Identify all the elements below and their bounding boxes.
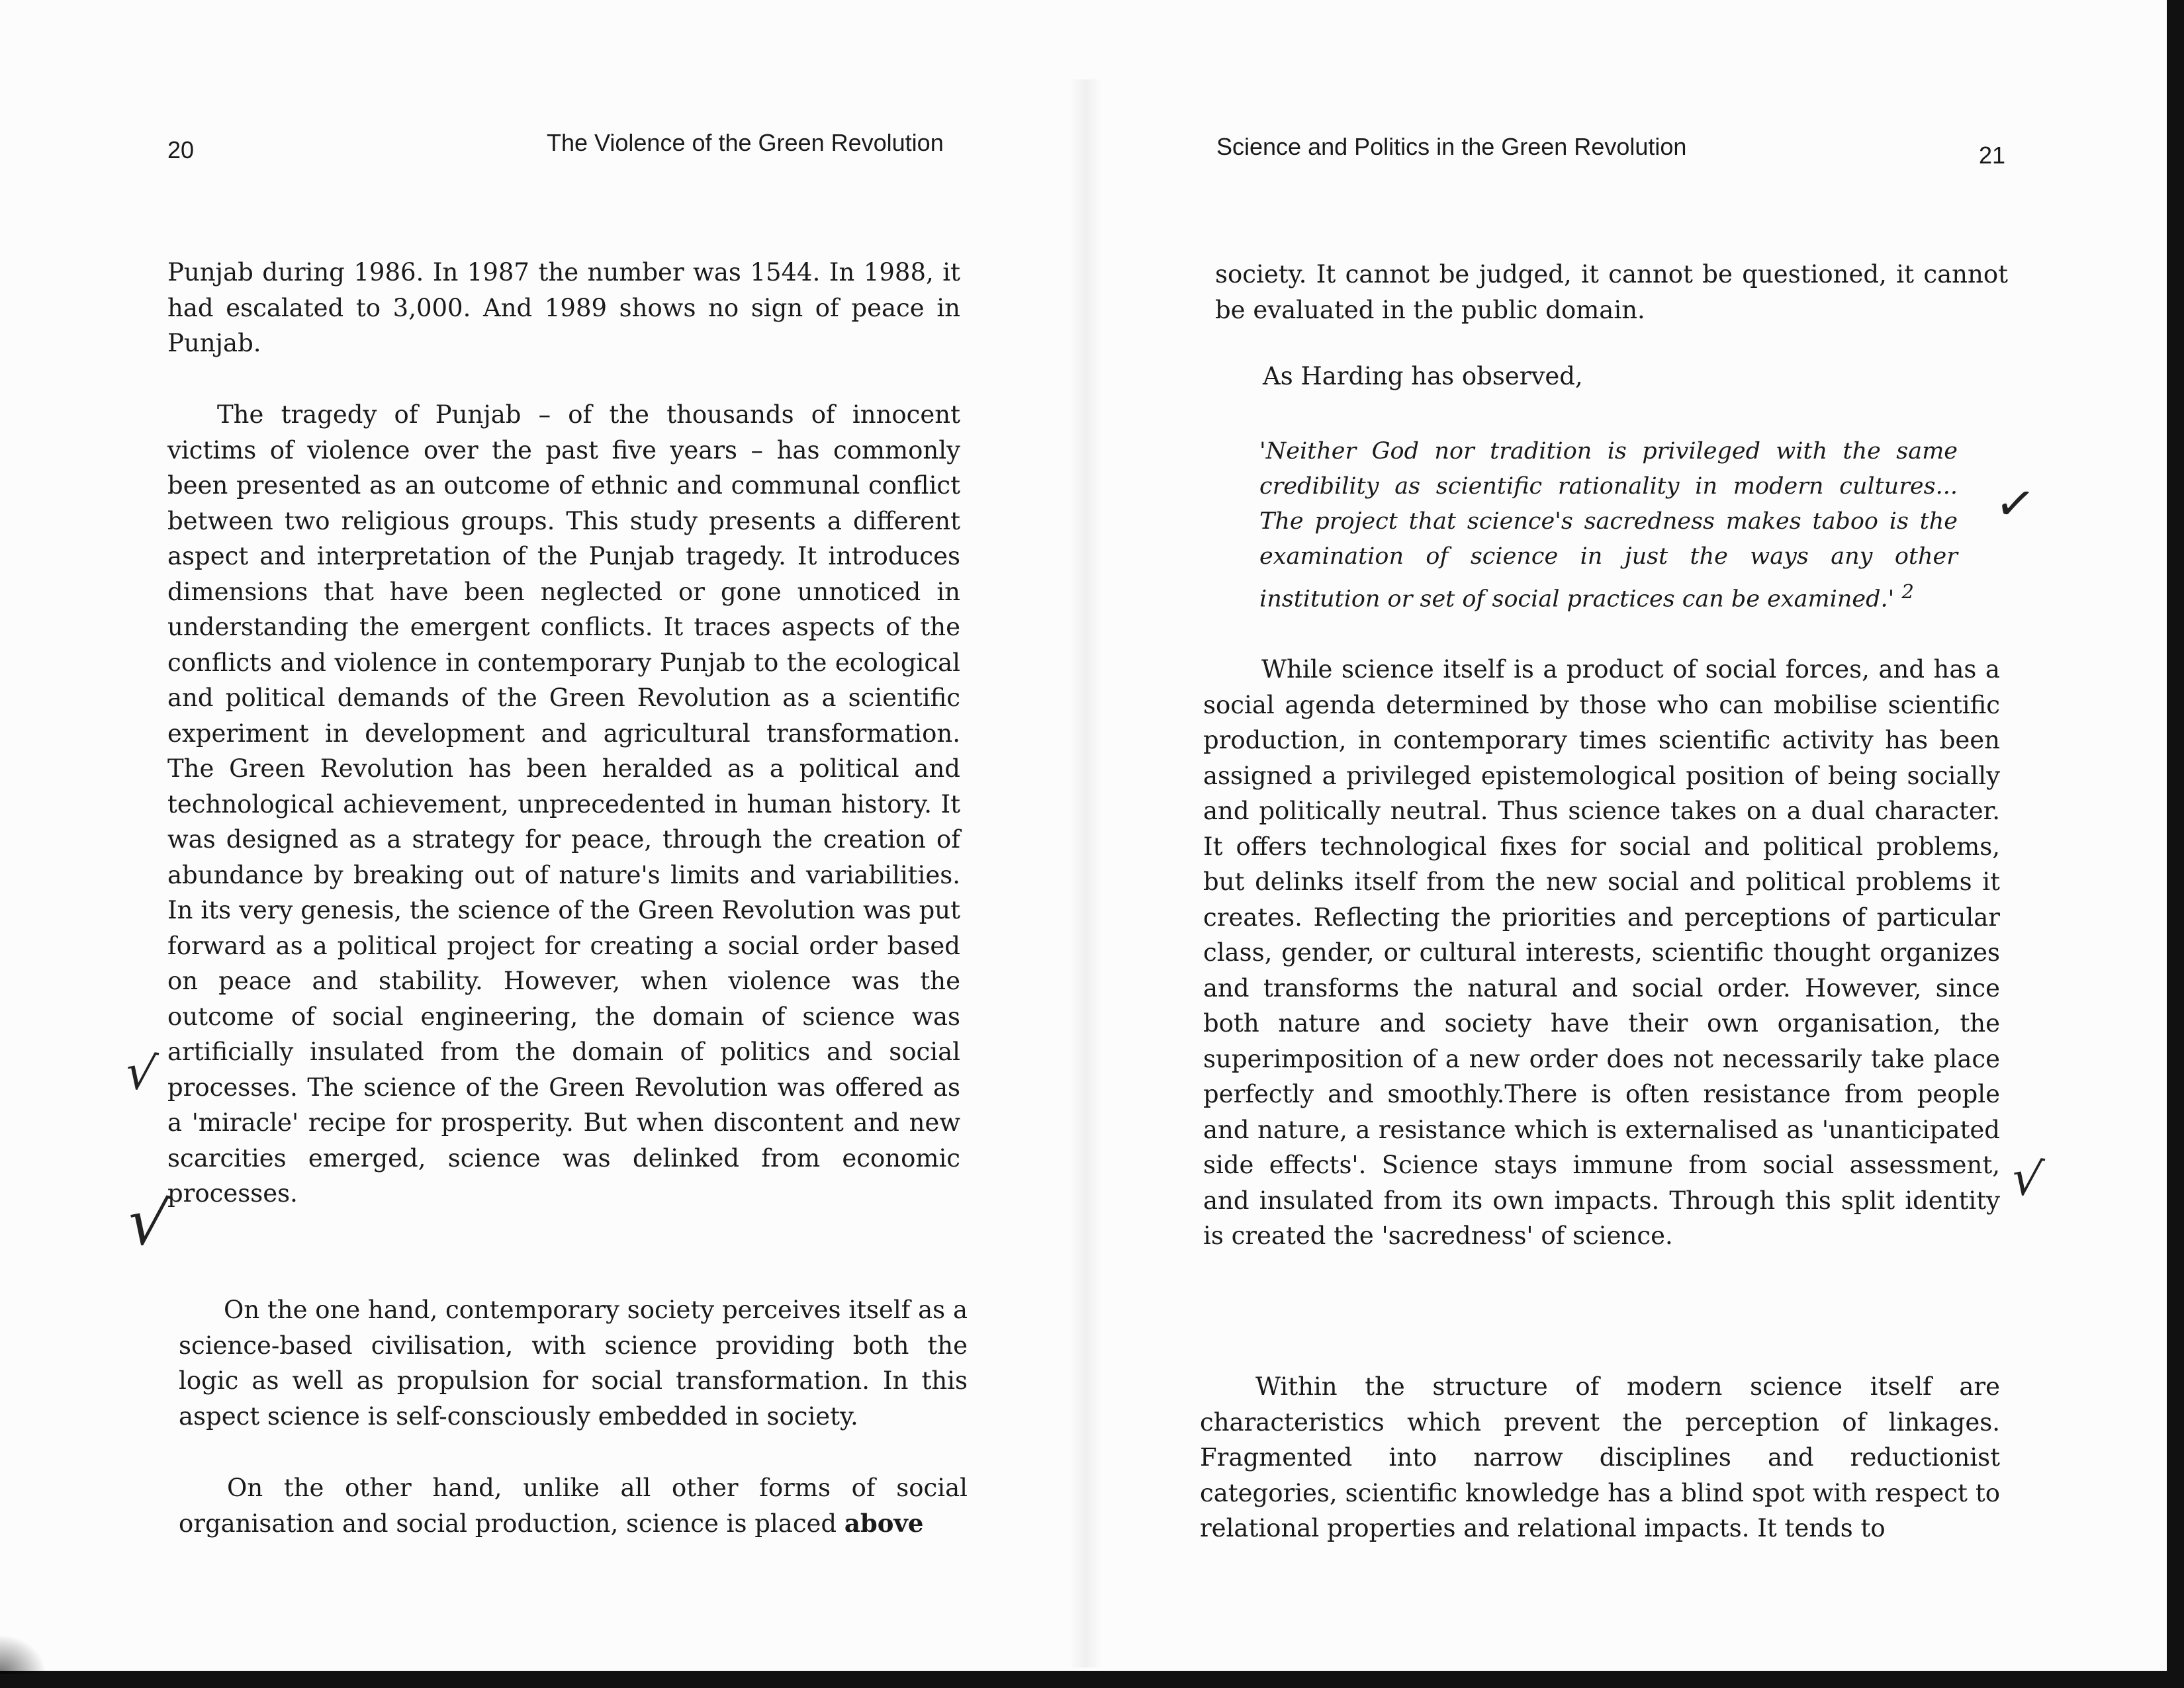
left-paragraph-4 — [179, 1470, 968, 1541]
scan-corner-shadow — [0, 1634, 46, 1674]
book-gutter — [1069, 79, 1102, 1667]
left-running-head: The Violence of the Green Revolution — [547, 129, 944, 156]
margin-check-mark: ✓ — [1991, 473, 2039, 534]
right-paragraph-2: As Harding has observed, — [1263, 362, 1583, 390]
right-paragraph-4: Within the structure of modern science itself are characteristics which prevent the perception of linkages. Fragmented into narrow disciplines and reductionist categories, scientific knowledge has a blind spot with respect to relational properties and relational impacts. It tends to — [1200, 1372, 2000, 1542]
harding-block-quote — [1259, 434, 1958, 617]
harding-quote-text: 'Neither God nor tradition is privileged with the same credibility as scientific rationality in modern cultures... The project that science's sacredness makes taboo is the examination of science in just the ways any other institution or set of social practices can be examined.' — [1259, 438, 1958, 613]
left-paragraph-4-text: On the other hand, unlike all other forms of social organisation and social production, science is placed — [179, 1474, 968, 1538]
footnote-reference: 2 — [1901, 580, 1914, 603]
right-paragraph-3: While science itself is a product of social forces, and has a social agenda determined by those who can mobilise scientific production, in contemporary times scientific activity has been assigned a privileged epistemological position of being socially and politically neutral. Thus science takes on a dual character. It offers technological fixes for social and political problems, but delinks itself from the new social and political problems it creates. Reflecting the priorities and perceptions of particular class, gender, or cultural interests, scientific thought organizes and transforms the natural and social order. However, since both nature and society have their own organisation, the superimposition of a new order does not necessarily take place perfectly and smoothly.There is often resistance from people and nature, a resistance which is externalised as 'unanticipated side effects'. Science stays immune from social assessment, and insulated from its own impacts. Through this split identity is created the 'sacredness' of science. — [1203, 655, 2000, 1250]
left-paragraph-4-bold-word: above — [844, 1508, 924, 1538]
right-page-number: 21 — [1979, 142, 2006, 169]
margin-tick-mark: √ — [122, 1043, 160, 1102]
scan-edge-right — [2167, 0, 2184, 1688]
left-paragraph-1: Punjab during 1986. In 1987 the number was 1544. In 1988, it had escalated to 3,000. And 1989 shows no sign of peace in Punjab. — [167, 258, 960, 357]
left-paragraph-3: On the one hand, contemporary society perceives itself as a science-based civilisation, with science providing both the logic as well as propulsion for social transformation. In this aspect science is self-consciously embedded in society. — [179, 1296, 968, 1431]
left-page-number: 20 — [167, 136, 195, 163]
margin-tick-mark: √ — [2008, 1149, 2046, 1208]
margin-tick-mark: √ — [122, 1183, 173, 1263]
scan-edge-bottom — [0, 1671, 2184, 1688]
right-paragraph-1: society. It cannot be judged, it cannot be questioned, it cannot be evaluated in the public domain. — [1215, 260, 2008, 324]
right-running-head: Science and Politics in the Green Revolution — [1216, 133, 1687, 160]
left-paragraph-2: The tragedy of Punjab – of the thousands of innocent victims of violence over the past five years – has commonly been presented as an outcome of ethnic and communal conflict between two religious groups. This study presents a different aspect and interpretation of the Punjab tragedy. It introduces dimensions that have been neglected or gone unnoticed in understanding the emergent conflicts. It traces aspects of the conflicts and violence in contemporary Punjab to the ecological and political demands of the Green Revolution as a scientific experiment in development and agricultural transformation. The Green Revolution has been heralded as a political and technological achievement, unprecedented in human history. It was designed as a strategy for peace, through the creation of abundance by breaking out of nature's limits and variabilities. In its very genesis, the science of the Green Revolution was put forward as a political project for creating a social order based on peace and stability. However, when violence was the outcome of social engineering, the domain of science was artificially insulated from the domain of politics and social processes. The science of the Green Revolution was offered as a 'miracle' recipe for prosperity. But when discontent and new scarcities emerged, science was delinked from economic processes. — [167, 400, 960, 1208]
